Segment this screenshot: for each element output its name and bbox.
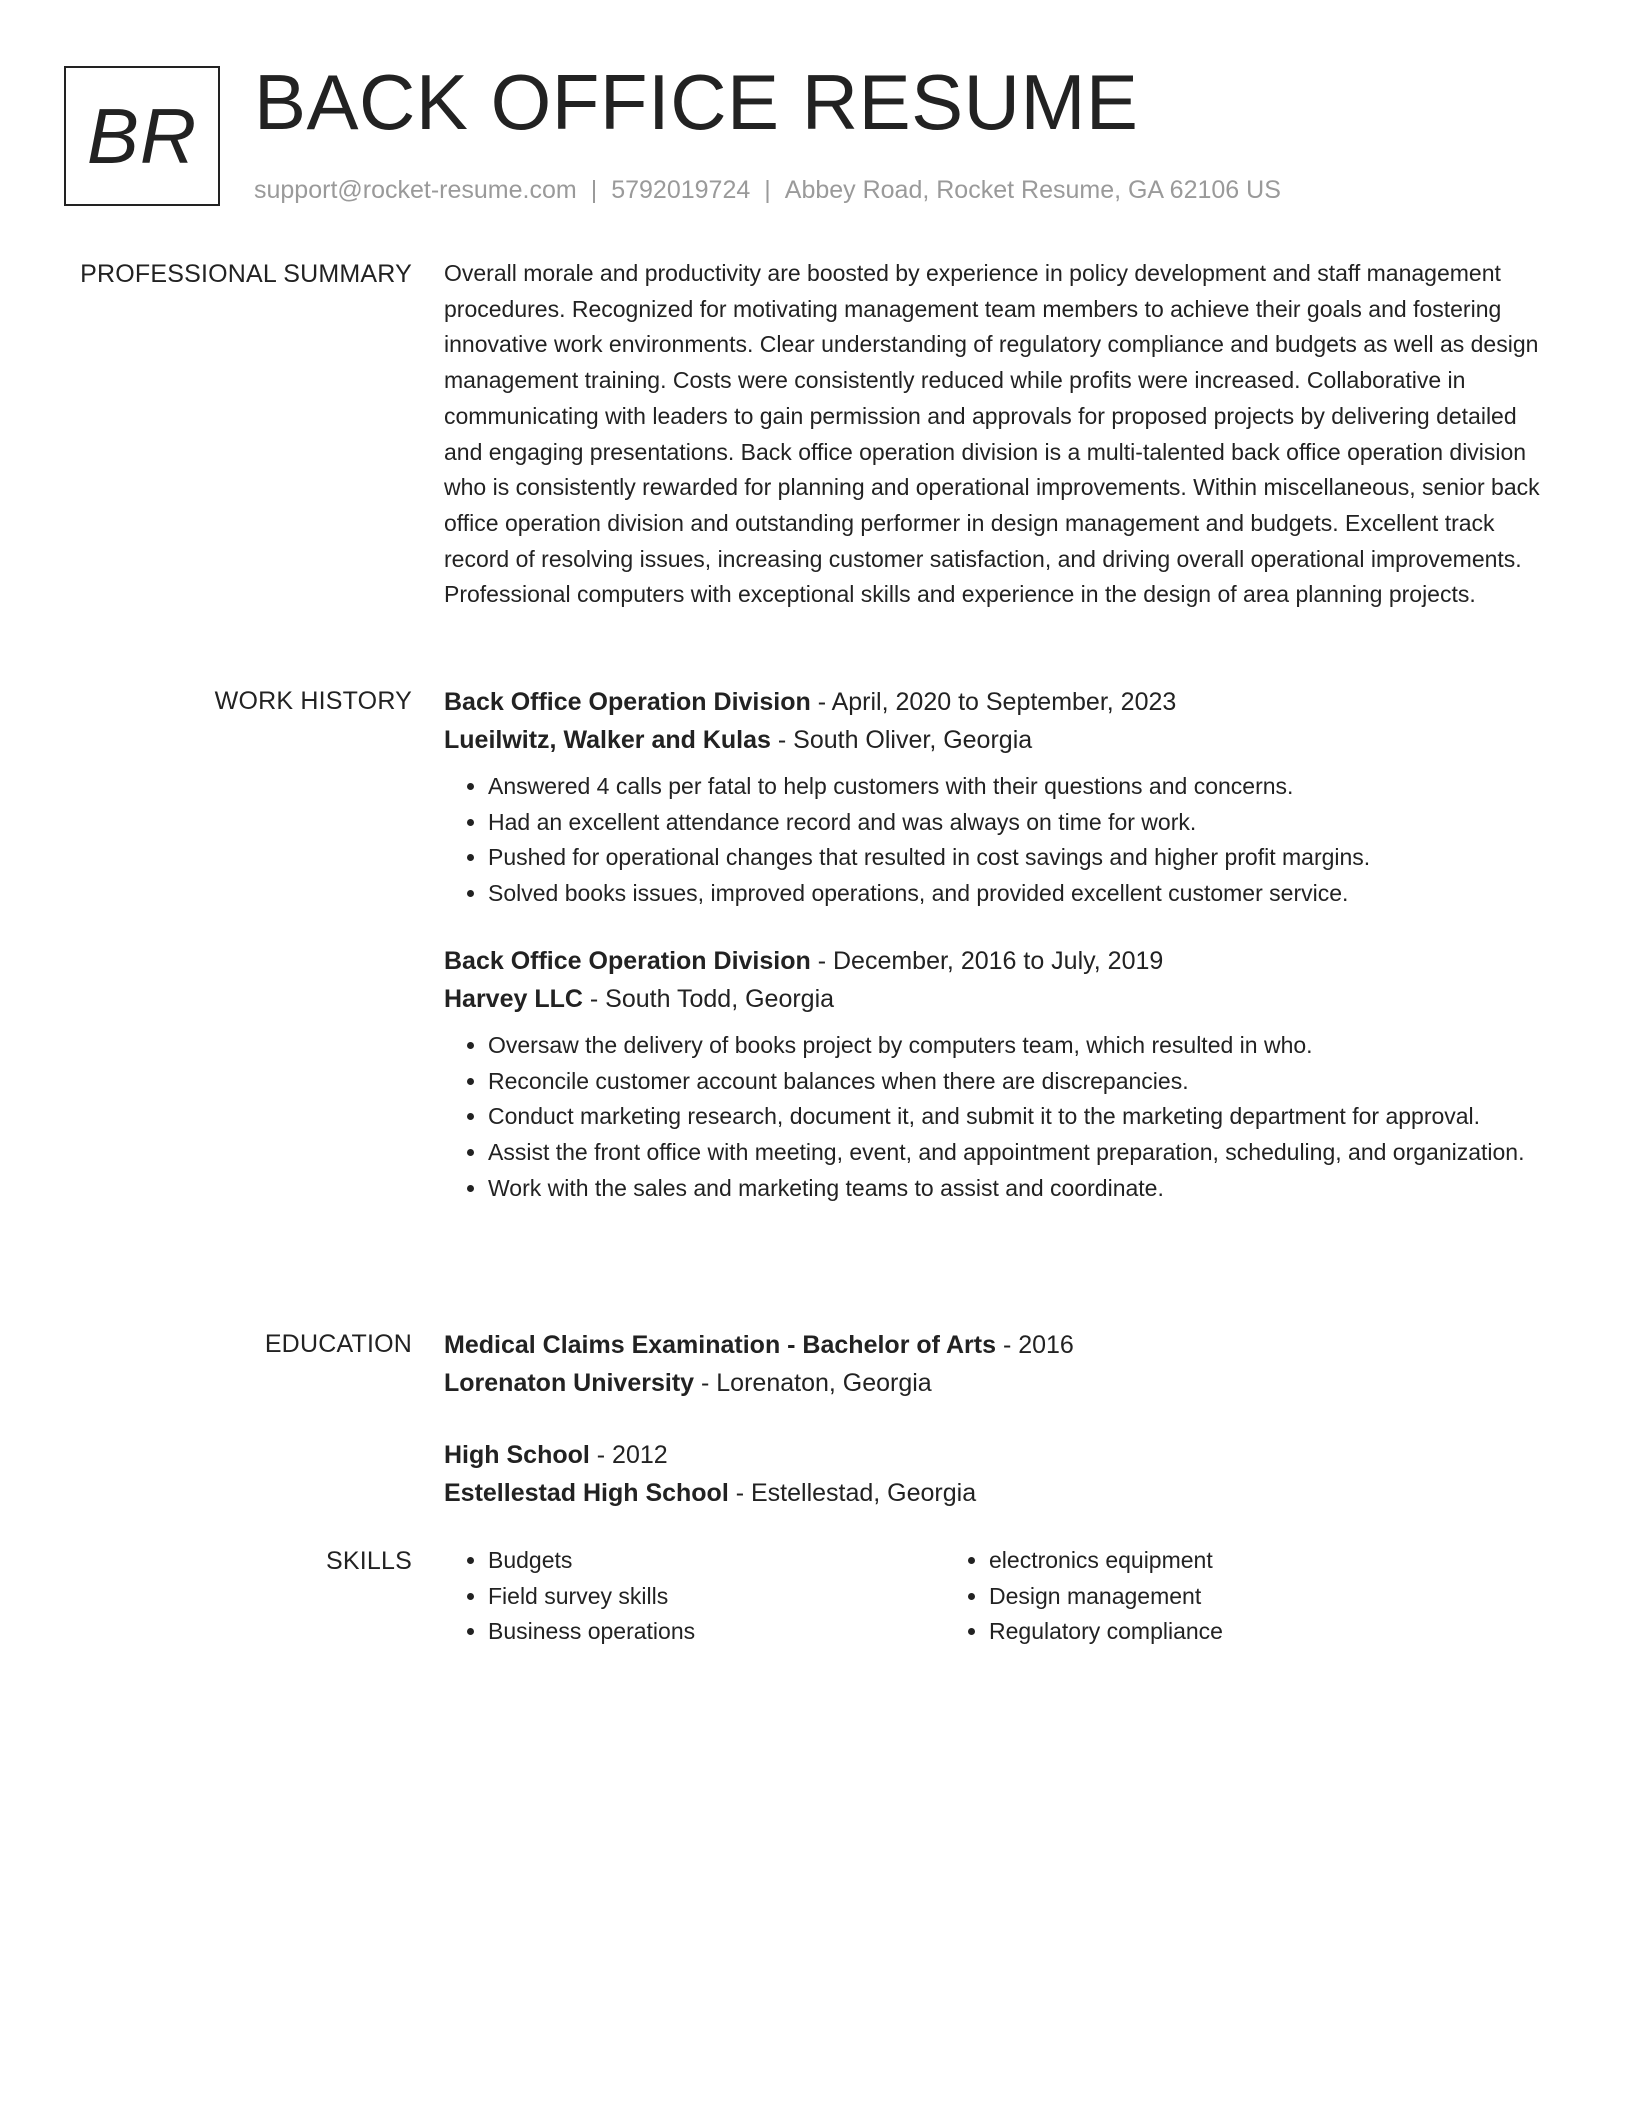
job-bullet: • Answered 4 calls per fatal to help customers with their questions and concerns. [488,769,1560,805]
job-bullet: • Work with the sales and marketing teams to assist and coordinate. [488,1171,1560,1207]
education-degree: Medical Claims Examination - Bachelor of Arts [444,1331,996,1359]
monogram-badge: BR [64,66,220,206]
skills-column-left [444,1543,945,1650]
education-degree-line [444,1436,1560,1474]
job-bullets [444,1028,1560,1207]
work-history-body [444,683,1560,1206]
education-year: - 2016 [996,1331,1074,1359]
contact-separator: | [590,176,598,204]
contact-email: support@rocket-resume.com [254,176,577,204]
skill-item: • electronics equipment [989,1543,1446,1579]
job-bullet: • Pushed for operational changes that resulted in cost savings and higher profit margins. [488,840,1560,876]
contact-separator: | [764,176,771,204]
section-label-education: EDUCATION [264,1330,412,1358]
education-body [444,1326,1560,1512]
job-company: Lueilwitz, Walker and Kulas [444,726,771,754]
section-label-skills: SKILLS [326,1547,412,1575]
education-degree: High School [444,1441,590,1469]
summary-body [444,256,1560,613]
job-dates: - December, 2016 to July, 2019 [810,946,1164,975]
job-entry [444,683,1560,912]
skill-item: • Budgets [488,1543,945,1579]
skill-item: • Field survey skills [488,1579,945,1615]
education-year: - 2012 [589,1441,668,1469]
skill-item: • Business operations [488,1614,945,1650]
job-company-line [444,721,1560,759]
contact-line [254,172,1281,208]
education-location: - Lorenaton, Georgia [694,1369,932,1397]
section-label-work-history: WORK HISTORY [214,687,412,715]
job-title-line [444,942,1560,980]
job-location: - South Oliver, Georgia [770,726,1033,754]
skill-item: • Design management [989,1579,1446,1615]
skills-grid [444,1543,1560,1650]
education-school: Lorenaton University [444,1369,695,1397]
job-company-line [444,980,1560,1018]
contact-phone: 5792019724 [611,176,751,204]
job-bullet: • Oversaw the delivery of books project by computers team, which resulted in who. [488,1028,1560,1064]
education-entry [444,1326,1560,1402]
skill-item: • Regulatory compliance [989,1614,1446,1650]
job-title: Back Office Operation Division [444,946,811,975]
education-location: - Estellestad, Georgia [728,1479,977,1507]
skills-body [444,1543,1560,1650]
contact-address: Abbey Road, Rocket Resume, GA 62106 US [784,176,1281,204]
skills-column-right [945,1543,1446,1650]
job-bullet: • Conduct marketing research, document it, and submit it to the marketing department for approval. [488,1099,1560,1135]
resume-title: BACK OFFICE RESUME [254,58,1139,146]
education-degree-line [444,1326,1560,1364]
job-bullets [444,769,1560,912]
job-bullet: • Assist the front office with meeting, event, and appointment preparation, scheduling, and organization. [488,1135,1560,1171]
job-entry [444,942,1560,1207]
job-location: - South Todd, Georgia [582,984,835,1013]
education-school-line [444,1474,1560,1512]
education-school-line [444,1364,1560,1402]
job-bullet: • Solved books issues, improved operations, and provided excellent customer service. [488,876,1560,912]
job-title: Back Office Operation Division [444,688,811,716]
job-dates: - April, 2020 to September, 2023 [810,688,1177,716]
job-company: Harvey LLC [444,984,583,1013]
summary-text: Overall morale and productivity are boosted by experience in policy development and staff management procedures. Recognized for motivating management team members to achieve their goals and fostering innovative work environments. Clear understanding of regulatory compliance and budgets as well as design management training. Costs were consistently reduced while profits were increased. Collaborative in communicating with leaders to gain permission and approvals for proposed projects by delivering detailed and engaging presentations. Back office operation division is a multi-talented back office operation division who is consistently rewarded for planning and operational improvements. Within miscellaneous, senior back office operation division and outstanding performer in design management and budgets. Excellent track record of resolving issues, increasing customer satisfaction, and driving overall operational improvements. Professional computers with exceptional skills and experience in the design of area planning projects. [444,260,1540,608]
job-bullet: • Reconcile customer account balances when there are discrepancies. [488,1064,1560,1100]
section-label-summary: PROFESSIONAL SUMMARY [80,260,412,288]
job-bullet: • Had an excellent attendance record and was always on time for work. [488,805,1560,841]
education-school: Estellestad High School [444,1479,729,1507]
job-title-line [444,683,1560,721]
education-entry [444,1436,1560,1512]
